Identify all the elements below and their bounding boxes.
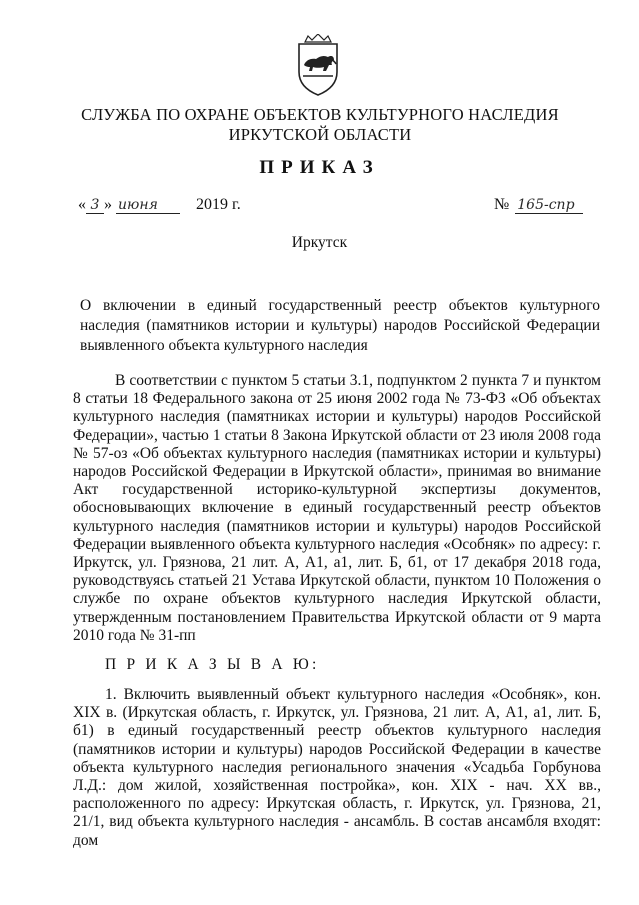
document-date: « 3 » июня 2019 г.	[78, 196, 241, 213]
organization-name: СЛУЖБА ПО ОХРАНЕ ОБЪЕКТОВ КУЛЬТУРНОГО НАСЛЕДИЯ ИРКУТСКОЙ ОБЛАСТИ	[81, 105, 559, 144]
number-label: №	[494, 196, 510, 213]
number-value: 165-спр	[515, 197, 583, 214]
order-heading: П Р И К А З Ы В А Ю:	[105, 656, 320, 673]
date-month: июня	[116, 197, 180, 214]
date-year: 2019 г.	[196, 196, 241, 213]
document-subject: О включении в единый государственный реестр объектов культурного наследия (памятников истории и культуры) народов Российской Федерации выявленного объекта культурного наследия	[80, 297, 600, 354]
irkutsk-coat-of-arms-icon	[291, 34, 345, 96]
order-item-1: 1. Включить выявленный объект культурного наследия «Особняк», кон. XIX в. (Иркутская область, г. Иркутск, ул. Грязнова, 21 лит. А, А1, а1, лит. Б, б1) в единый государственный реестр объектов культурного наследия (памятников истории и культуры) народов Российской Федерации в качестве объекта культурного наследия регионального значения «Усадьба Горбунова Л.Д.: дом жилой, хозяйственная постройка», кон. XIX - нач. XX вв., расположенного по адресу: Иркутская область, г. Иркутск, ул. Грязнова, 21, 21/1, вид объекта культурного наследия - ансамбль. В состав ансамбля входят: дом	[73, 686, 601, 849]
preamble-paragraph: В соответствии с пунктом 5 статьи 3.1, подпунктом 2 пункта 7 и пунктом 8 статьи 18 Федерального закона от 25 июня 2002 года № 73-ФЗ «Об объектах культурного наследия (памятниках истории и культуры) народов Российской Федерации», частью 1 статьи 8 Закона Иркутской области от 23 июля 2008 года № 57-оз «Об объектах культурного наследия (памятниках истории и культуры) народов Российской Федерации в Иркутской области», принимая во внимание Акт государственной историко-культурной экспертизы документов, обосновывающих включение в единый государственный реестр объектов культурного наследия (памятников истории и культуры) народов Российской Федерации выявленного объекта культурного наследия «Особняк» по адресу: г. Иркутск, ул. Грязнова, 21 лит. А, А1, а1, лит. Б, б1, от 17 декабря 2018 года, руководствуясь статьей 21 Устава Иркутской области, пунктом 10 Положения о службе по охране объектов культурного наследия Иркутской области, утвержденным постановлением Правительства Иркутской области от 9 марта 2010 года № 31-пп	[73, 372, 601, 644]
document-city: Иркутск	[291, 234, 348, 251]
document-title: ПРИКАЗ	[259, 157, 380, 178]
document-number	[494, 196, 583, 214]
date-day: 3	[86, 197, 104, 214]
